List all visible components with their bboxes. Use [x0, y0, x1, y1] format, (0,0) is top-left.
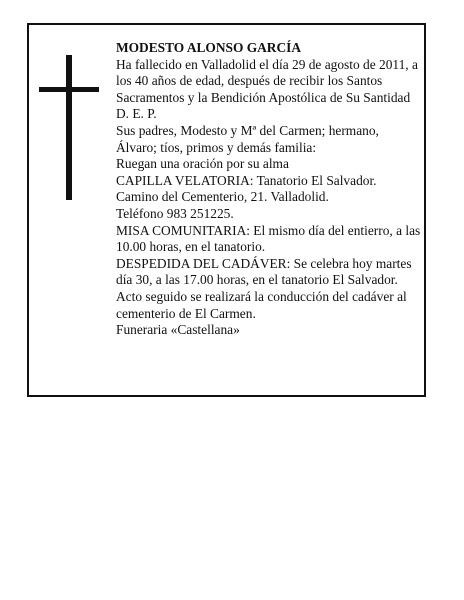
rest-in-peace: D. E. P.: [116, 106, 157, 122]
procession-info: Acto seguido se realizará la conducción del cadáver al cementerio de El Carmen.: [116, 288, 407, 321]
chapel-info: CAPILLA VELATORIA: Tanatorio El Salvador. Camino del Cementerio, 21. Valladolid.: [116, 172, 377, 205]
cross-icon: [39, 55, 99, 200]
deceased-name: MODESTO ALONSO GARCÍA: [116, 40, 302, 55]
funeral-home: Funeraria «Castellana»: [116, 322, 240, 338]
farewell-info: DESPEDIDA DEL CADÁVER: Se celebra hoy martes día 30, a las 17.00 horas, en el tanatorio El Salvador.: [116, 255, 412, 288]
cross-horizontal-bar: [39, 87, 99, 92]
phone-number: Teléfono 983 251225.: [116, 205, 234, 221]
prayer-request: Ruegan una oración por su alma: [116, 156, 289, 172]
family-members: Sus padres, Modesto y Mª del Carmen; hermano, Álvaro; tíos, primos y demás familia:: [116, 122, 379, 155]
notice-text: [116, 40, 421, 339]
death-announcement: Ha fallecido en Valladolid el día 29 de agosto de 2011, a los 40 años de edad, después de recibir los Santos Sacramentos y la Bendición Apostólica de Su Santidad: [116, 56, 418, 105]
obituary-notice: [27, 23, 426, 397]
mass-info: MISA COMUNITARIA: El mismo día del entierro, a las 10.00 horas, en el tanatorio.: [116, 222, 421, 255]
cross-vertical-bar: [66, 55, 72, 200]
